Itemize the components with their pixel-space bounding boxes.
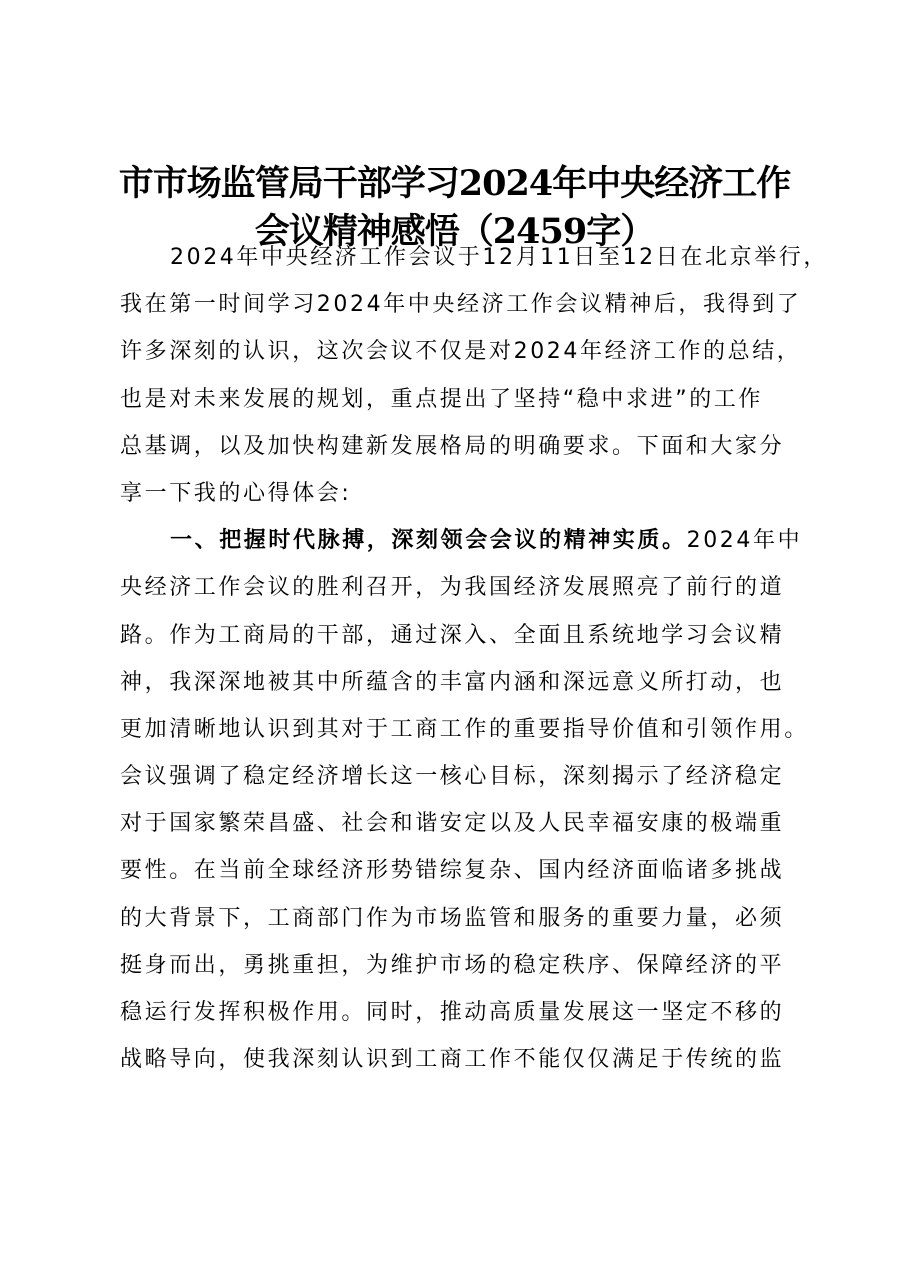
intro-line: 享一下我的心得体会: bbox=[120, 480, 352, 506]
section1-line: 稳运行发挥积极作用。同时，推动高质量发展这一坚定不移的 bbox=[120, 1000, 785, 1025]
intro-line: 许多深刻的认识，这次会议不仅是对2024年经济工作的总结， bbox=[120, 339, 802, 365]
intro-line: 总基调，以及加快构建新发展格局的明确要求。下面和大家分 bbox=[120, 433, 785, 459]
section1-heading: 一、把握时代脉搏，深刻领会会议的精神实质。 bbox=[170, 528, 687, 554]
section1-line: 更加清晰地认识到其对于工商工作的重要指导价值和引领作用。 bbox=[120, 716, 809, 742]
section1-line: 对于国家繁荣昌盛、社会和谐安定以及人民幸福安康的极端重 bbox=[120, 811, 785, 837]
section1-line: 会议强调了稳定经济增长这一核心目标，深刻揭示了经济稳定 bbox=[120, 764, 785, 790]
section1-line: 央经济工作会议的胜利召开，为我国经济发展照亮了前行的道 bbox=[120, 575, 785, 601]
section1-line: 路。作为工商局的干部，通过深入、全面且系统地学习会议精 bbox=[120, 622, 785, 648]
section1-line: 神，我深深地被其中所蕴含的丰富内涵和深远意义所打动，也 bbox=[120, 669, 785, 695]
section1-line: 挺身而出，勇挑重担，为维护市场的稳定秩序、保障经济的平 bbox=[120, 952, 785, 978]
section1-first-line bbox=[120, 517, 810, 564]
intro-line: 我在第一时间学习2024年中央经济工作会议精神后，我得到了 bbox=[120, 292, 802, 318]
intro-line: 2024年中央经济工作会议于12月11日至12日在北京举行， bbox=[170, 245, 828, 270]
section1-line: 战略导向，使我深刻认识到工商工作不能仅仅满足于传统的监 bbox=[120, 1047, 785, 1073]
title-line-2: 会议精神感悟（2459字） bbox=[254, 211, 655, 252]
intro-line: 也是对未来发展的规划，重点提出了坚持“稳中求进”的工作 bbox=[120, 386, 763, 412]
document-body bbox=[120, 234, 828, 1083]
section1-first-tail: 2024年中 bbox=[686, 528, 803, 554]
title-line-1: 市市场监管局干部学习2024年中央经济工作 bbox=[118, 163, 791, 204]
section1-line: 要性。在当前全球经济形势错综复杂、国内经济面临诸多挑战 bbox=[120, 858, 785, 884]
section1-line: 的大背景下，工商部门作为市场监管和服务的重要力量，必须 bbox=[120, 905, 785, 931]
